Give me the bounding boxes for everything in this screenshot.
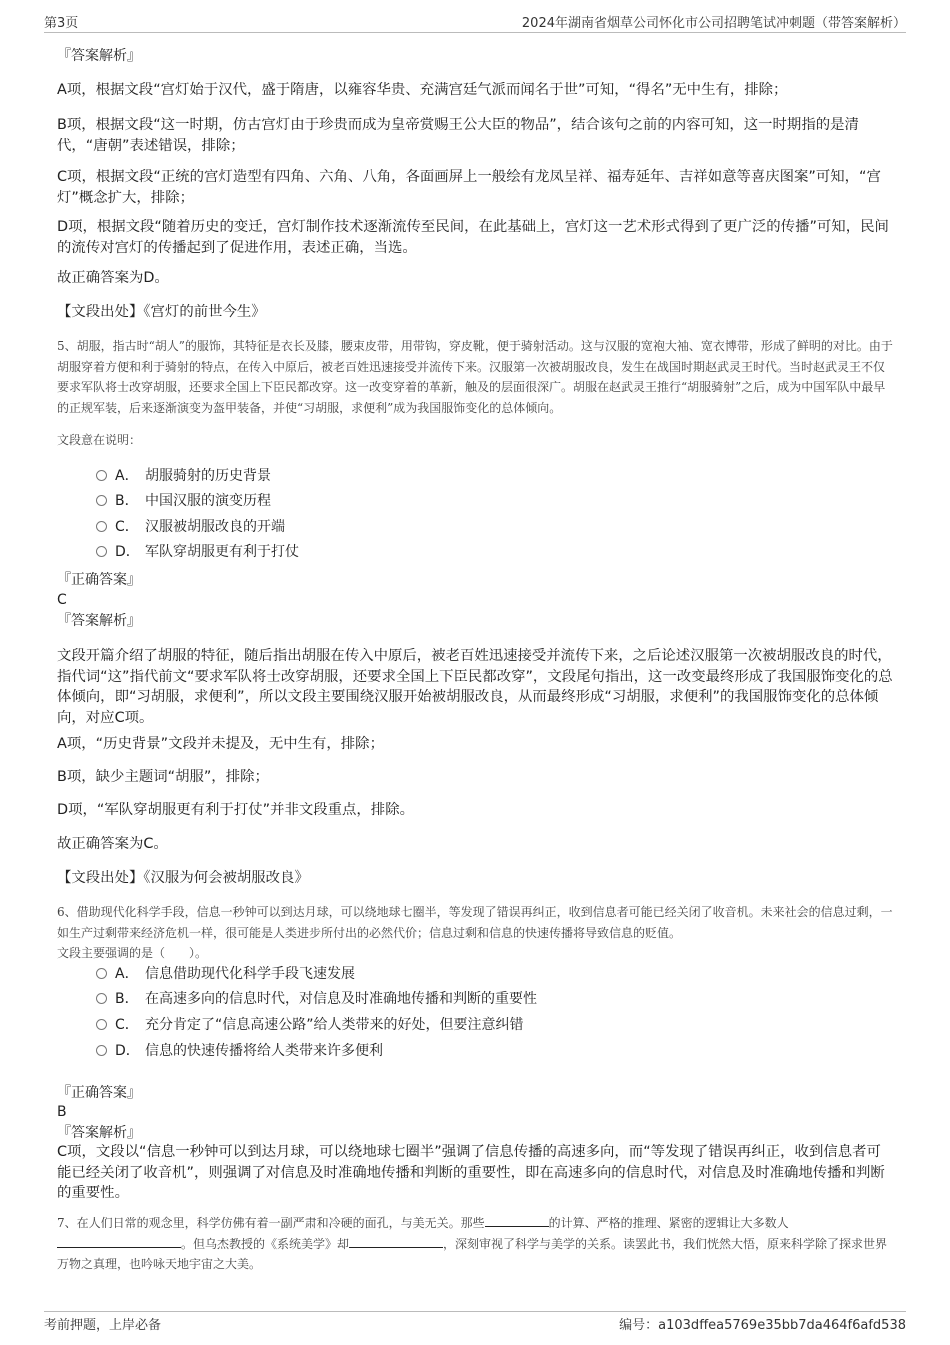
question-7-text-4: ，深刻审视了科学与美学的关系。读罢此书，我们恍然大悟，原来科学除了探求世界万物之真理，也吟咏天地宇宙之大美。	[57, 1236, 888, 1271]
option-key: A．	[115, 468, 139, 484]
analysis-option-d: D项，根据文段“随着历史的变迁，宫灯制作技术逐渐流传至民间，在此基础上，宫灯这一艺术形式得到了更广泛的传播”可知，民间的流传对宫灯的传播起到了促进作用，表述正确，当选。	[57, 219, 889, 256]
radio-icon[interactable]	[96, 1045, 107, 1056]
footer-slogan: 考前押题，上岸必备	[44, 1318, 162, 1333]
question-6-option-a[interactable]	[96, 964, 355, 984]
option-key: C．	[115, 1017, 139, 1033]
option-text: 军队穿胡服更有利于打仗	[145, 544, 299, 560]
footer-divider	[44, 1311, 906, 1312]
radio-icon[interactable]	[96, 470, 107, 481]
option-text: 中国汉服的演变历程	[145, 493, 271, 509]
question-7-text-2: 的计算、严格的推理、紧密的逻辑让大多数人	[548, 1216, 789, 1230]
question-5-analysis-b: B项，缺少主题词“胡服”，排除；	[57, 769, 269, 785]
option-key: B．	[115, 991, 139, 1007]
question-6-stem: 6、借助现代化科学手段，信息一秒钟可以到达月球，可以绕地球七圈半，等发现了错误再纠正，收到信息者可能已经关闭了收音机。未来社会的信息过剩，一如生产过剩带来经济危机一样，很可能是人类进步所付出的必然代价；信息过剩和信息的快速传播将导致信息的贬值。	[57, 905, 893, 940]
correct-answer-value: B	[57, 1104, 67, 1120]
option-key: B．	[115, 493, 139, 509]
header-divider	[44, 32, 906, 33]
source-citation: 【文段出处】《宫灯的前世今生》	[57, 304, 266, 320]
radio-icon[interactable]	[96, 968, 107, 979]
question-6-prompt: 文段主要强调的是（ ）。	[57, 946, 208, 960]
question-7-text-1: 7、在人们日常的观念里，科学仿佛有着一副严肃和冷硬的面孔，与美无关。那些	[57, 1216, 485, 1230]
question-5-option-c[interactable]	[96, 517, 285, 537]
analysis-label: 『答案解析』	[57, 48, 141, 64]
question-7-stem	[57, 1213, 895, 1275]
question-6-option-c[interactable]	[96, 1015, 524, 1035]
document-id: 编号：a103dffea5769e35bb7da464f6afd538	[619, 1318, 906, 1333]
option-key: C．	[115, 519, 139, 535]
option-text: 汉服被胡服改良的开端	[145, 519, 285, 535]
page-number: 第3页	[44, 16, 79, 31]
answer-blank-3[interactable]	[349, 1235, 443, 1248]
analysis-label: 『答案解析』	[57, 1125, 141, 1141]
analysis-option-b: B项，根据文段“这一时期，仿古宫灯由于珍贵而成为皇帝赏赐王公大臣的物品”，结合该句之前的内容可知，这一时期指的是清代，“唐朝”表述错误，排除；	[57, 117, 859, 154]
question-5-option-b[interactable]	[96, 491, 271, 511]
answer-blank-1[interactable]	[485, 1214, 549, 1227]
correct-answer-value: C	[57, 592, 67, 608]
question-5-analysis-a: A项，“历史背景”文段并未提及，无中生有，排除；	[57, 736, 384, 752]
question-5-stem: 5、胡服，指古时“胡人”的服饰，其特征是衣长及膝，腰束皮带，用带钩，穿皮靴，便于骑射活动。这与汉服的宽袍大袖、宽衣博带，形成了鲜明的对比。由于胡服穿着方便和利于骑射的特点，在传入中原后，被老百姓迅速接受并流传下来。汉服第一次被胡服改良，发生在战国时期赵武灵王时代。当时赵武灵王不仅要求军队将士改穿胡服，还要求全国上下臣民都改穿。这一改变穿着的革新，触及的层面很深广。胡服在赵武灵王推行“胡服骑射”之后，成为中国军队中最早的正规军装，后来逐渐演变为盔甲装备，并使“习胡服，求便利”成为我国服饰变化的总体倾向。	[57, 339, 893, 415]
question-6-option-d[interactable]	[96, 1041, 383, 1061]
option-text: 在高速多向的信息时代，对信息及时准确地传播和判断的重要性	[145, 991, 537, 1007]
question-6-option-b[interactable]	[96, 989, 537, 1009]
radio-icon[interactable]	[96, 1019, 107, 1030]
analysis-option-a: A项，根据文段“宫灯始于汉代，盛于隋唐，以雍容华贵、充满宫廷气派而闻名于世”可知，“得名”无中生有，排除；	[57, 82, 788, 98]
option-text: 充分肯定了“信息高速公路”给人类带来的好处，但要注意纠错	[145, 1017, 524, 1033]
question-5-prompt: 文段意在说明：	[57, 433, 142, 447]
radio-icon[interactable]	[96, 495, 107, 506]
radio-icon[interactable]	[96, 546, 107, 557]
correct-answer-label: 『正确答案』	[57, 572, 141, 588]
source-citation: 【文段出处】《汉服为何会被胡服改良》	[57, 870, 309, 886]
analysis-label: 『答案解析』	[57, 613, 141, 629]
question-5-analysis: 文段开篇介绍了胡服的特征，随后指出胡服在传入中原后，被老百姓迅速接受并流传下来，之后论述汉服第一次被胡服改良的时代，指代词“这”指代前文“要求军队将士改穿胡服，还要求全国上下臣民都改穿”，文段尾句指出，这一改变最终形成了我国服饰变化的总体倾向，即“习胡服，求便利”，所以文段主要围绕汉服开始被胡服改良，从而最终形成“习胡服，求便利”的我国服饰变化的总体倾向，对应C项。	[57, 648, 893, 726]
analysis-conclusion: 故正确答案为D。	[57, 270, 169, 286]
question-5-conclusion: 故正确答案为C。	[57, 836, 168, 852]
option-text: 胡服骑射的历史背景	[145, 468, 271, 484]
question-5-analysis-d: D项，“军队穿胡服更有利于打仗”并非文段重点，排除。	[57, 802, 414, 818]
option-text: 信息借助现代化科学手段飞速发展	[145, 966, 355, 982]
radio-icon[interactable]	[96, 993, 107, 1004]
answer-blank-2[interactable]	[57, 1235, 181, 1248]
document-title: 2024年湖南省烟草公司怀化市公司招聘笔试冲刺题（带答案解析）	[521, 16, 906, 31]
question-7-text-3: 。但乌杰教授的《系统美学》却	[181, 1236, 350, 1251]
question-5-option-d[interactable]	[96, 542, 299, 562]
option-key: A．	[115, 966, 139, 982]
analysis-option-c: C项，根据文段“正统的宫灯造型有四角、六角、八角，各面画屏上一般绘有龙凤呈祥、福寿延年、吉祥如意等喜庆图案”可知，“宫灯”概念扩大，排除；	[57, 169, 881, 206]
question-6-analysis: C项，文段以“信息一秒钟可以到达月球，可以绕地球七圈半”强调了信息传播的高速多向，而“等发现了错误再纠正，收到信息者可能已经关闭了收音机”，则强调了对信息及时准确地传播和判断的重要性，即在高速多向的信息时代，对信息及时准确地传播和判断的重要性。	[57, 1144, 885, 1201]
correct-answer-label: 『正确答案』	[57, 1085, 141, 1101]
question-5-option-a[interactable]	[96, 466, 271, 486]
option-text: 信息的快速传播将给人类带来许多便利	[145, 1043, 383, 1059]
option-key: D．	[115, 1043, 140, 1059]
option-key: D．	[115, 544, 140, 560]
radio-icon[interactable]	[96, 521, 107, 532]
page-header	[44, 12, 906, 32]
